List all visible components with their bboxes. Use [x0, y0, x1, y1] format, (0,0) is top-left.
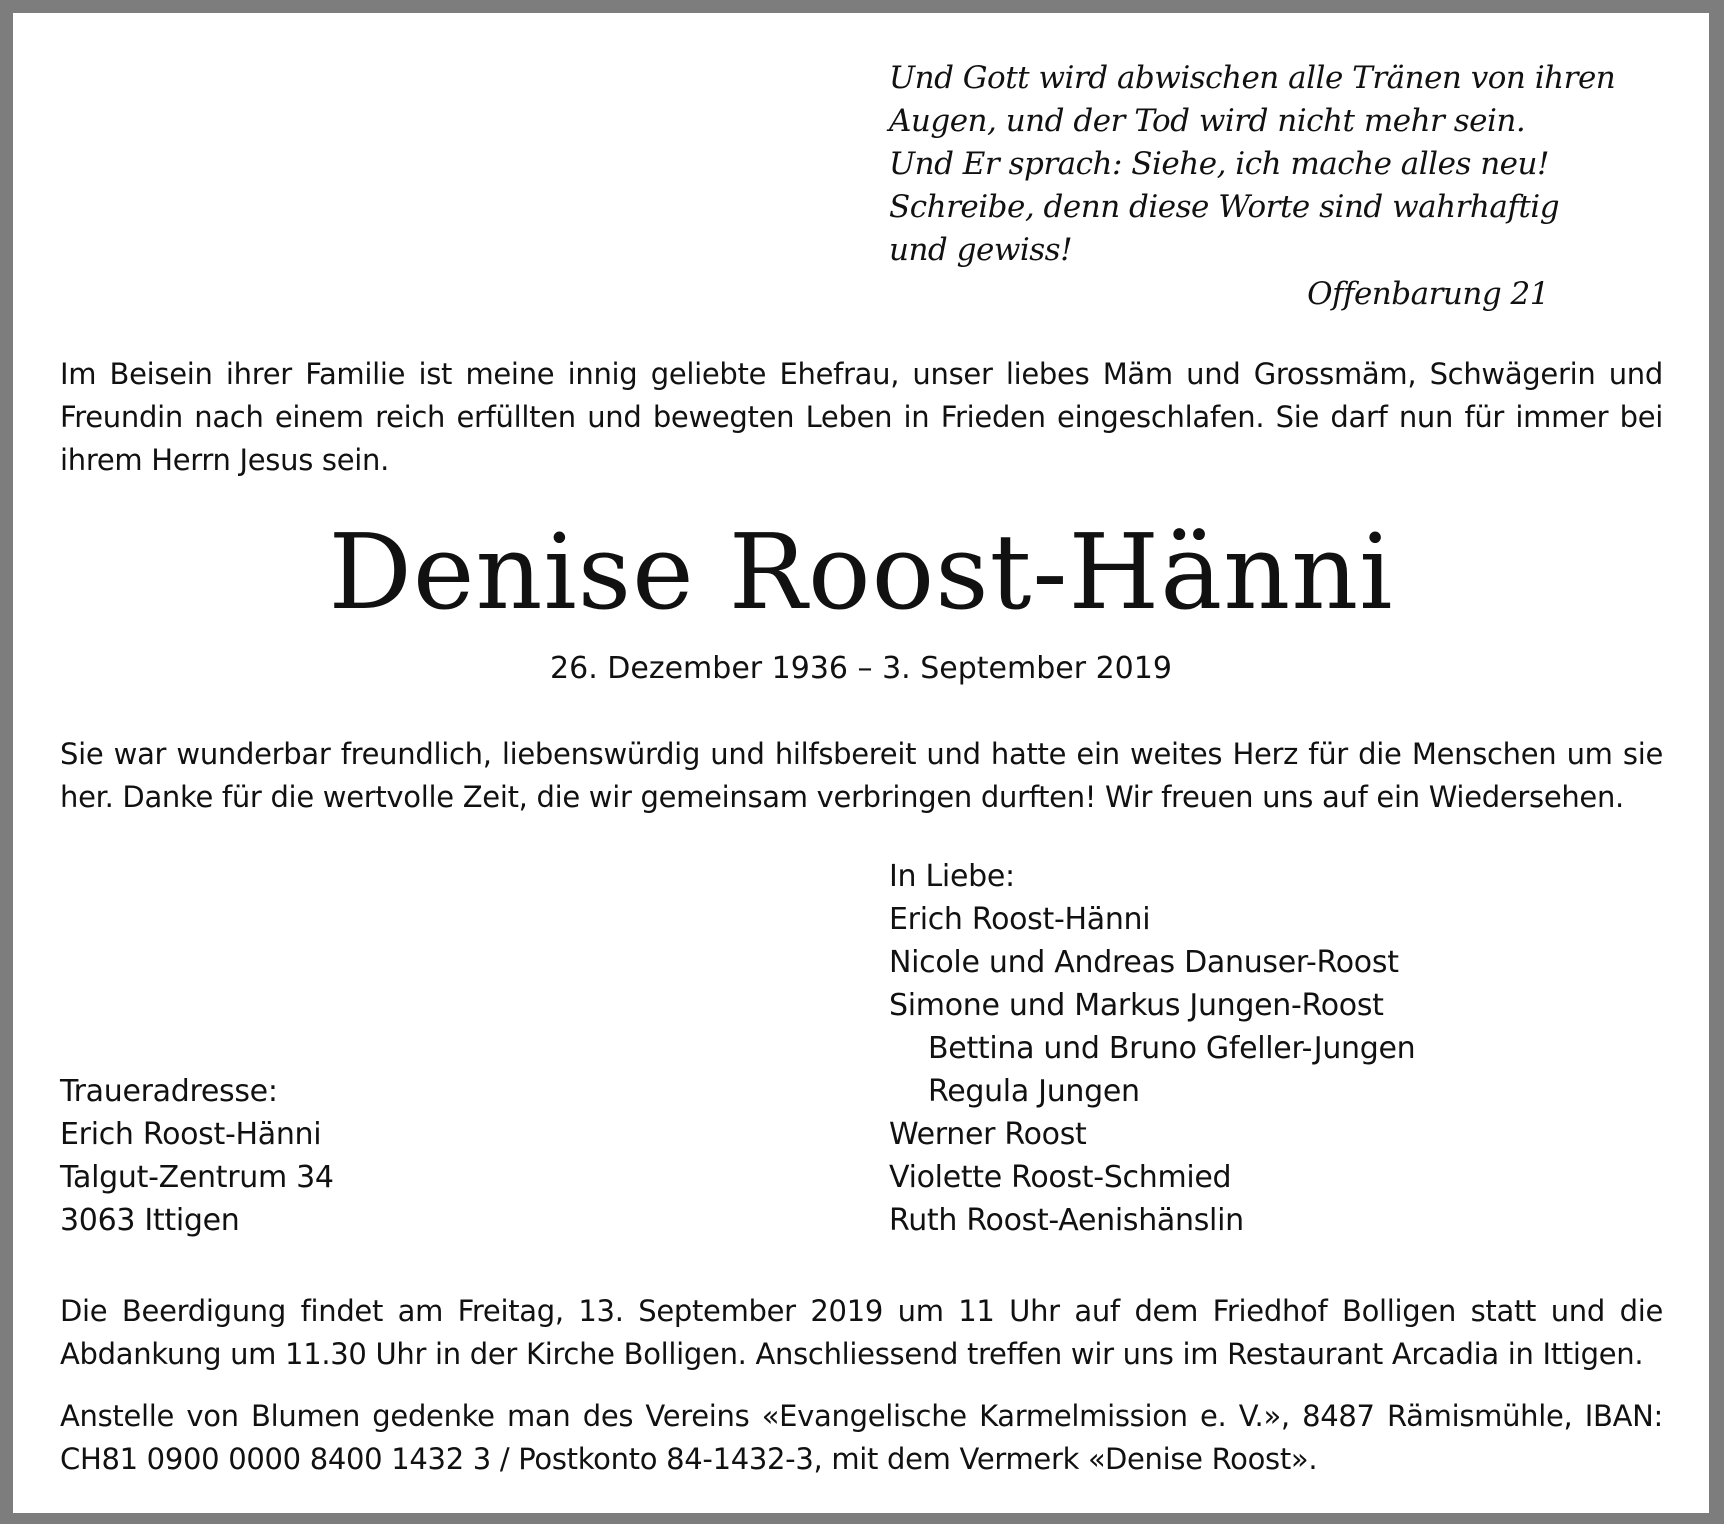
tribute-line: her. Danke für die wertvolle Zeit, die wir gemeinsam verbringen durften! Wir freuen uns auf ein Wiedersehen.: [60, 780, 1624, 814]
mourner-name: Nicole und Andreas Danuser-Roost: [889, 945, 1399, 980]
tribute-paragraph: [60, 733, 1663, 819]
donation-line: CH81 0900 0000 8400 1432 3 / Postkonto 84-1432-3, mit dem Vermerk «Denise Roost».: [60, 1442, 1318, 1476]
verse-line: Und Gott wird abwischen alle Tränen von ihren: [889, 60, 1616, 96]
funeral-paragraph: [60, 1290, 1663, 1376]
mourner-name: Simone und Markus Jungen-Roost: [889, 988, 1384, 1023]
mourner-name: Ruth Roost-Aenishänslin: [889, 1203, 1244, 1238]
mourners-list: [889, 855, 1415, 1242]
intro-paragraph: [60, 353, 1663, 482]
intro-line: Im Beisein ihrer Familie ist meine innig geliebte Ehefrau, unser liebes Mäm und Grossmäm, Schwägerin und: [60, 357, 1663, 391]
mourner-name: Werner Roost: [889, 1117, 1087, 1152]
obituary-page: [13, 13, 1709, 1513]
donation-line: Anstelle von Blumen gedenke man des Vereins «Evangelische Karmelmission e. V.», 8487 Rämismühle, IBAN:: [60, 1399, 1663, 1433]
funeral-line: Die Beerdigung findet am Freitag, 13. September 2019 um 11 Uhr auf dem Friedhof Bolligen statt und die: [60, 1294, 1663, 1328]
mourner-name: Erich Roost-Hänni: [889, 902, 1151, 937]
intro-line: ihrem Herrn Jesus sein.: [60, 443, 390, 477]
verse-line: Schreibe, denn diese Worte sind wahrhaftig: [889, 189, 1560, 225]
address-heading: Traueradresse:: [60, 1074, 278, 1109]
mourner-name: Bettina und Bruno Gfeller-Jungen: [928, 1031, 1416, 1066]
mourning-address: [60, 1070, 334, 1242]
verse-line: Augen, und der Tod wird nicht mehr sein.: [889, 103, 1526, 139]
address-line: 3063 Ittigen: [60, 1203, 240, 1238]
life-dates: 26. Dezember 1936 – 3. September 2019: [550, 651, 1172, 686]
donation-paragraph: [60, 1395, 1663, 1481]
verse-line: und gewiss!: [889, 232, 1073, 268]
mourners-heading: In Liebe:: [889, 859, 1015, 894]
bible-verse: [889, 57, 1616, 272]
intro-line: Freundin nach einem reich erfüllten und bewegten Leben in Frieden eingeschlafen. Sie darf nun für immer bei: [60, 400, 1663, 434]
verse-line: Und Er sprach: Siehe, ich mache alles neu!: [889, 146, 1549, 182]
tribute-line: Sie war wunderbar freundlich, liebenswürdig und hilfsbereit und hatte ein weites Herz für die Menschen um sie: [60, 737, 1663, 771]
mourner-name: Violette Roost-Schmied: [889, 1160, 1232, 1195]
mourner-name: Regula Jungen: [928, 1074, 1140, 1109]
address-line: Erich Roost-Hänni: [60, 1117, 322, 1152]
deceased-name: Denise Roost-Hänni: [328, 511, 1394, 633]
address-line: Talgut-Zentrum 34: [60, 1160, 334, 1195]
verse-source: Offenbarung 21: [1307, 276, 1549, 312]
funeral-line: Abdankung um 11.30 Uhr in der Kirche Bolligen. Anschliessend treffen wir uns im Restaurant Arcadia in Ittigen.: [60, 1337, 1644, 1371]
